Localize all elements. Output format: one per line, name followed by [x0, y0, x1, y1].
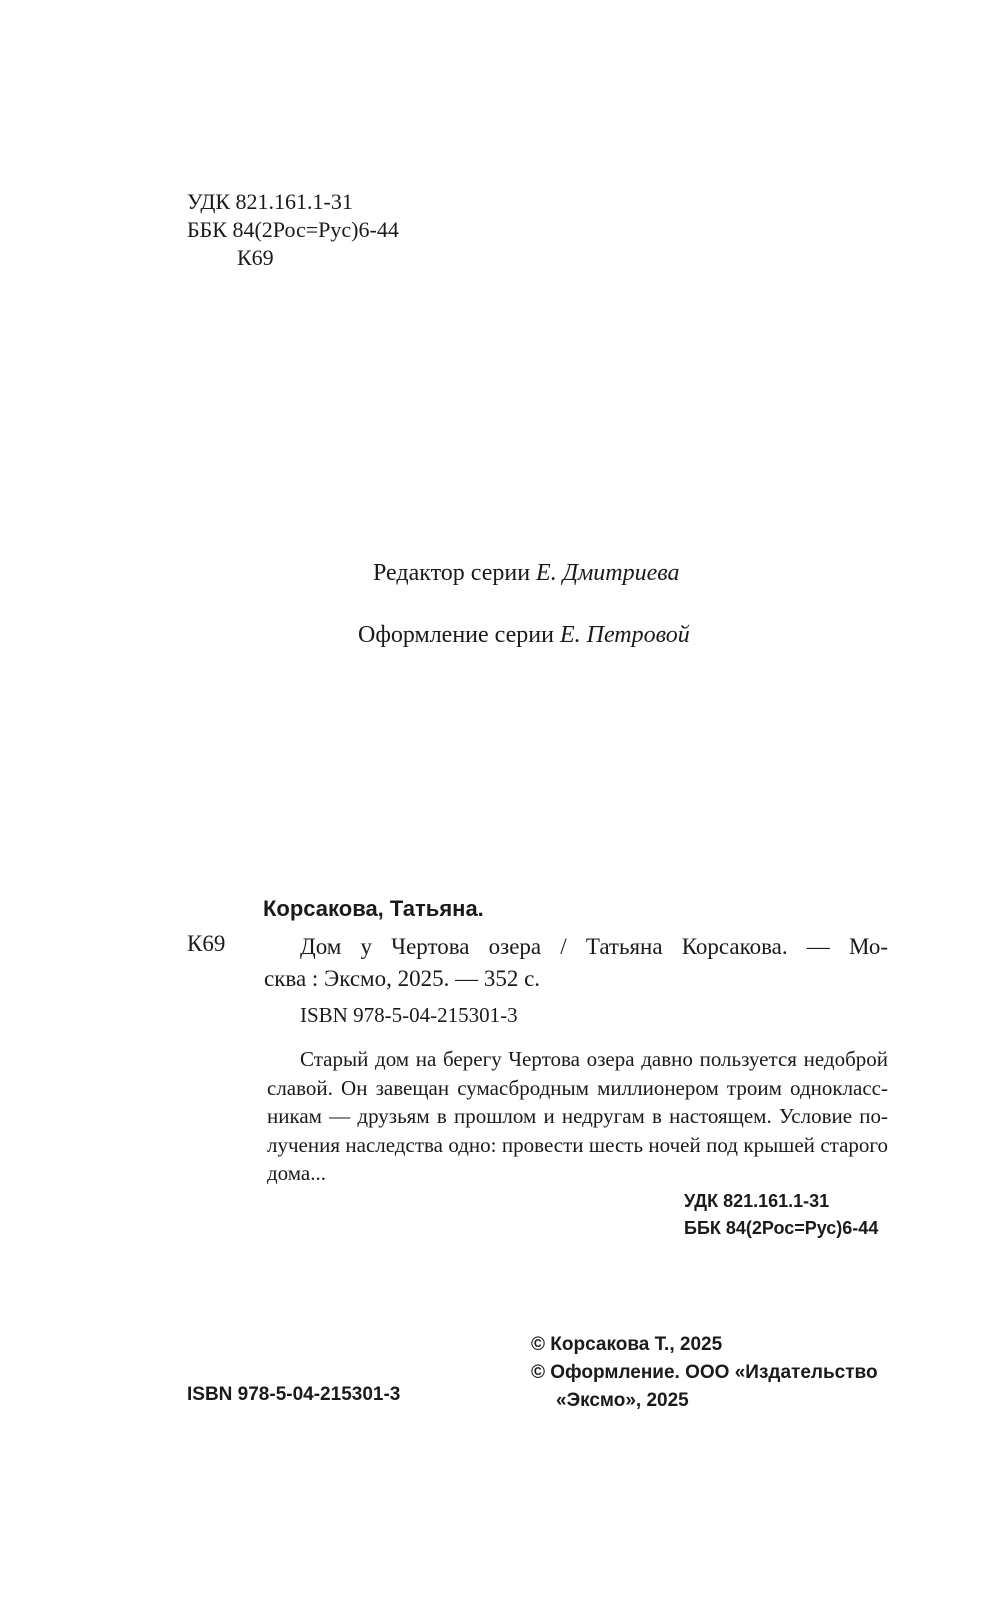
annotation-line: лучения наследства одно: провести шесть ночей под крышей старого — [267, 1132, 888, 1157]
bibliographic-title — [264, 931, 888, 995]
udk-code: УДК 821.161.1-31 — [187, 189, 353, 214]
classification-block-top — [187, 188, 399, 272]
series-design-name: Е. Петровой — [559, 622, 690, 648]
series-design-label: Оформление серии — [358, 622, 560, 648]
udk-code: УДК 821.161.1-31 — [684, 1191, 830, 1211]
bbk-code: ББК 84(2Рос=Рус)6-44 — [187, 217, 399, 242]
annotation-line: дома... — [267, 1161, 327, 1185]
series-editor-credit — [373, 560, 680, 587]
bibliographic-title-line: сква : Эксмо, 2025. — 352 с. — [264, 966, 541, 991]
series-editor-label: Редактор серии — [373, 560, 537, 586]
annotation-line: славой. Он завещан сумасбродным миллионером троим однокласс- — [267, 1075, 888, 1100]
classification-block-bottom — [684, 1188, 878, 1242]
series-editor-name: Е. Дмитриева — [536, 560, 680, 586]
annotation-line: никам — друзьям в прошлом и недругам в настоящем. Условие по- — [267, 1104, 888, 1128]
annotation-line: Старый дом на берегу Чертова озера давно пользуется недоброй — [300, 1047, 888, 1071]
bbk-code: ББК 84(2Рос=Рус)6-44 — [684, 1218, 879, 1238]
bibliographic-author-sign: К69 — [187, 931, 226, 956]
copyright-design-continued: «Эксмо», 2025 — [556, 1390, 689, 1411]
footer-isbn: ISBN 978-5-04-215301-3 — [187, 1384, 401, 1405]
annotation — [267, 1045, 888, 1188]
bibliographic-isbn: ISBN 978-5-04-215301-3 — [300, 1003, 518, 1027]
copyright-design: © Оформление. ООО «Издательство — [531, 1362, 878, 1383]
series-design-credit — [358, 622, 690, 649]
copyright-author: © Корсакова Т., 2025 — [531, 1334, 723, 1355]
copyright-block — [531, 1331, 878, 1415]
bibliographic-title-line: Дом у Чертова озера / Татьяна Корсакова. — Мо- — [300, 934, 888, 959]
author-sign: К69 — [237, 245, 274, 270]
bibliographic-author: Корсакова, Татьяна. — [263, 896, 484, 921]
